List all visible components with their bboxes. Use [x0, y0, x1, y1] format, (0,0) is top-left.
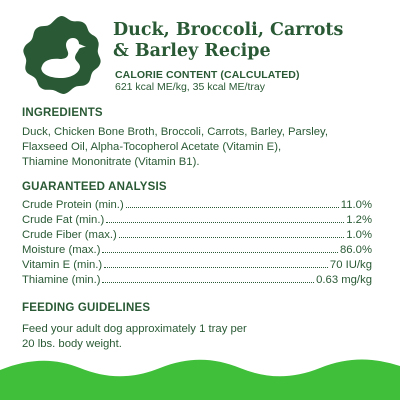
analysis-row — [22, 244, 372, 259]
analysis-row — [22, 229, 372, 244]
duck-badge — [20, 14, 102, 96]
feeding-line: 20 lbs. body weight. — [22, 338, 122, 350]
dot-leader — [119, 237, 344, 238]
analysis-table — [22, 199, 372, 289]
badge-scalloped-circle — [23, 16, 100, 94]
analysis-row — [22, 199, 372, 214]
analysis-label: Crude Fiber (max.) — [22, 229, 117, 241]
dot-leader — [102, 282, 314, 283]
feeding-text — [22, 322, 382, 352]
analysis-label: Crude Fat (min.) — [22, 214, 105, 226]
analysis-row — [22, 274, 372, 289]
recipe-title-line-2: & Barley Recipe — [113, 41, 271, 61]
analysis-value: 11.0% — [340, 199, 372, 211]
analysis-value: 1.0% — [346, 229, 372, 241]
analysis-label: Vitamin E (min.) — [22, 259, 103, 271]
ingredients-text — [22, 125, 382, 170]
analysis-label: Crude Protein (min.) — [22, 199, 124, 211]
duck-icon — [20, 14, 102, 96]
analysis-value: 70 IU/kg — [329, 259, 372, 271]
dot-leader — [126, 207, 339, 208]
analysis-value: 0.63 mg/kg — [316, 274, 372, 286]
ingredients-line: Flaxseed Oil, Alpha-Tocopherol Acetate (Vitamin E), — [22, 141, 282, 153]
feeding-line: Feed your adult dog approximately 1 tray per — [22, 323, 247, 335]
analysis-label: Moisture (max.) — [22, 244, 101, 256]
calorie-heading: CALORIE CONTENT (CALCULATED) — [115, 69, 300, 81]
ingredients-line: Duck, Chicken Bone Broth, Broccoli, Carrots, Barley, Parsley, — [22, 126, 328, 138]
analysis-value: 1.2% — [346, 214, 372, 226]
recipe-title-line-1: Duck, Broccoli, Carrots — [113, 20, 344, 40]
bottom-wave — [0, 354, 400, 400]
dot-leader — [106, 222, 344, 223]
ingredients-heading: INGREDIENTS — [22, 107, 103, 119]
analysis-row — [22, 214, 372, 229]
analysis-row — [22, 259, 372, 274]
dot-leader — [102, 252, 337, 253]
analysis-heading: GUARANTEED ANALYSIS — [22, 181, 167, 193]
feeding-heading: FEEDING GUIDELINES — [22, 302, 151, 314]
wave-shape — [0, 360, 400, 400]
ingredients-line: Thiamine Mononitrate (Vitamin B1). — [22, 156, 200, 168]
dot-leader — [104, 267, 328, 268]
calorie-value: 621 kcal ME/kg, 35 kcal ME/tray — [115, 81, 265, 93]
analysis-label: Thiamine (min.) — [22, 274, 101, 286]
analysis-value: 86.0% — [339, 244, 372, 256]
recipe-title — [113, 20, 393, 62]
